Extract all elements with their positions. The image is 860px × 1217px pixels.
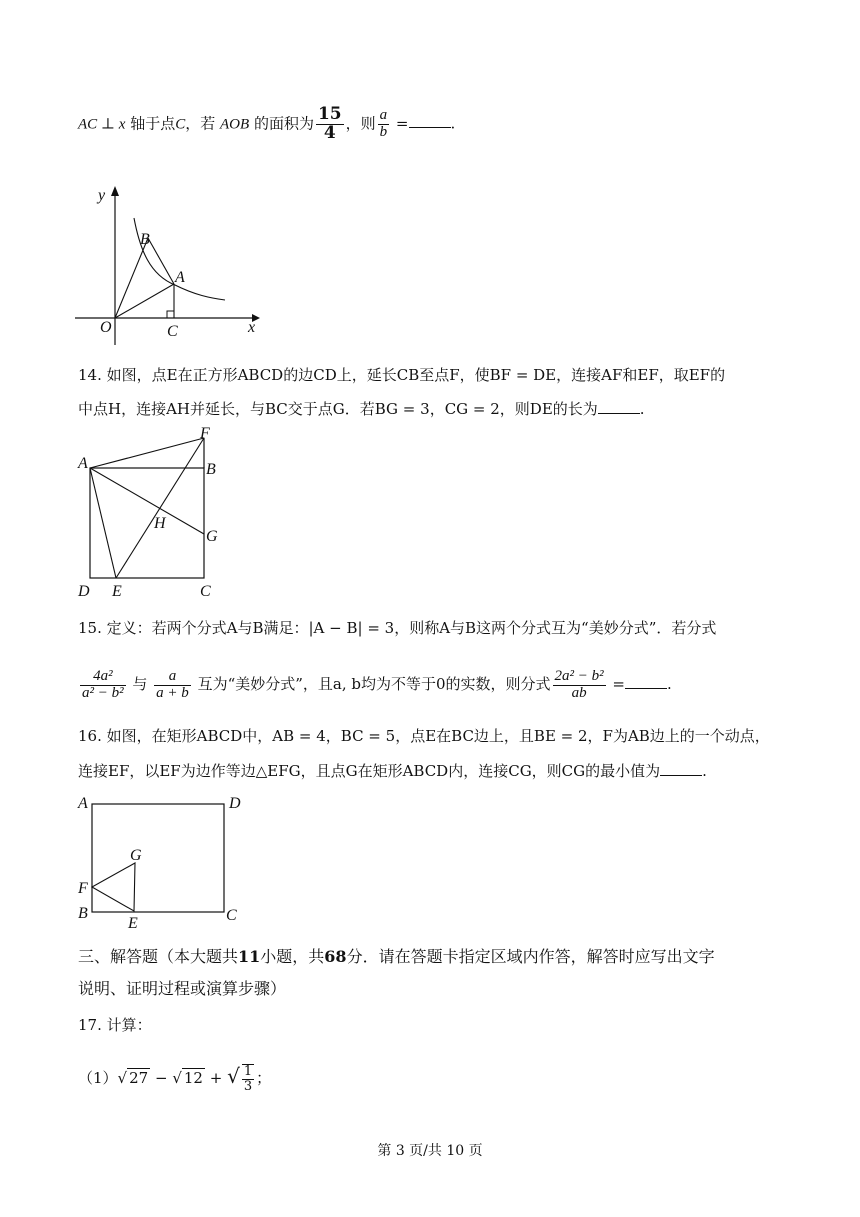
q13-area-den: 4: [323, 122, 336, 143]
fig13-label-c: C: [167, 323, 178, 340]
fig13-right-angle: [167, 311, 174, 318]
q17-radicand-12: 12: [183, 1069, 203, 1087]
q17-fraction-one-third: [242, 1064, 254, 1093]
q16-text-2: 连接EF，以EF为边作等边△EFG，且点G在矩形ABCD内，连接CG，则CG的最小值为: [78, 762, 661, 780]
q17-radicand-27: 27: [129, 1069, 149, 1087]
q15-f2-num: a: [154, 669, 191, 686]
fig16-label-f: F: [78, 880, 88, 897]
figure-16: [72, 790, 252, 932]
q14-line2: [78, 398, 645, 420]
q16-line2: [78, 760, 707, 782]
q14-end: .: [639, 400, 645, 418]
q16-end: .: [702, 762, 707, 780]
q15-f1-num: 4a²: [80, 669, 126, 686]
fig13-y-arrow: [111, 186, 119, 196]
fig13-segment-oa: [115, 284, 174, 318]
fig13-label-a: A: [175, 269, 185, 286]
page-footer: 第 3 页/共 10 页: [377, 1143, 483, 1159]
q15-answer-blank[interactable]: [625, 674, 667, 689]
q15-end: .: [667, 675, 672, 693]
q17-title: [78, 1014, 152, 1036]
fig14-label-c: C: [200, 583, 211, 600]
section-3-header: [78, 944, 715, 970]
q13-text: [78, 106, 455, 143]
q13-answer-blank[interactable]: [409, 113, 451, 128]
figure-14: [72, 424, 232, 602]
section3-point-count: 68: [324, 947, 347, 966]
fig14-label-e: E: [112, 583, 122, 600]
q13-ratio-num: a: [379, 107, 388, 124]
q17-minus: −: [150, 1069, 173, 1087]
fig14-segment-af: [90, 438, 204, 468]
fig16-label-c: C: [226, 907, 237, 924]
q13-aob: AOB: [220, 116, 250, 133]
q17-sqrt-27: √ 27: [117, 1069, 149, 1087]
q17-part-label: （1）: [78, 1069, 118, 1087]
fig16-label-b: B: [78, 905, 88, 922]
q13-ratio-fraction: [378, 108, 390, 141]
q13-point-c: C: [175, 116, 186, 133]
q15-text-yu: 与: [127, 675, 153, 693]
q13-text-a: 轴于点: [125, 114, 176, 133]
fig14-label-b: B: [206, 461, 216, 478]
q15-text-1: 15. 定义：若两个分式A与B满足：|A − B| = 3，则称A与B这两个分式互为“美妙分式”．若分式: [78, 619, 717, 637]
fig13-label-o: O: [100, 319, 112, 336]
q13-perp: AC ⊥ x: [78, 116, 126, 133]
q13-area-num: 15: [317, 104, 342, 124]
q13-ratio-den: b: [379, 123, 388, 140]
q14-answer-blank[interactable]: [598, 399, 640, 414]
q17-sqrt-one-third: √: [227, 1064, 240, 1088]
q17-plus: +: [204, 1069, 228, 1087]
fig13-label-y: y: [98, 187, 106, 204]
fig14-label-g: G: [206, 528, 218, 545]
q17-frac-den: 3: [243, 1079, 253, 1094]
q13-area-fraction: [316, 106, 344, 143]
fig14-label-f: F: [200, 425, 210, 442]
q17-frac-num: 1: [243, 1064, 253, 1080]
section3-item-count: 11: [238, 947, 261, 966]
q17-end: ；: [256, 1069, 272, 1087]
fig16-label-a: A: [78, 795, 88, 812]
q15-equals: =: [607, 675, 625, 693]
q13-end: .: [450, 114, 456, 133]
q13-text-d: ，则: [345, 114, 376, 133]
q13-text-c: 的面积为: [249, 114, 314, 133]
section3-line2: 说明、证明过程或演算步骤）: [78, 979, 287, 998]
figure-13: [70, 180, 270, 350]
fig14-label-d: D: [78, 583, 90, 600]
q15-f3-den: ab: [571, 684, 587, 701]
fig14-label-h: H: [154, 515, 166, 532]
section3-post: 分．请在答题卡指定区域内作答，解答时应写出文字: [346, 947, 715, 966]
fig14-segment-ae: [90, 468, 116, 578]
fig16-label-d: D: [229, 795, 241, 812]
fig14-square: [90, 468, 204, 578]
q15-fraction-1: [80, 669, 126, 702]
q14-text-1: 14. 如图，点E在正方形ABCD的边CD上，延长CB至点F，使BF = DE，连接AF和EF，取EF的: [78, 366, 726, 384]
fig13-segment-ob: [115, 238, 148, 318]
fig14-segment-ag: [90, 468, 204, 534]
q15-line1: [78, 617, 716, 639]
q16-answer-blank[interactable]: [660, 761, 702, 776]
fig14-label-a: A: [78, 455, 88, 472]
q17-sqrt-12: √ 12: [172, 1069, 203, 1087]
q16-text-1: 16. 如图，在矩形ABCD中，AB = 4，BC = 5，点E在BC边上，且BE = 2，F为AB边上的一个动点，: [78, 727, 770, 745]
fig16-rectangle: [92, 804, 224, 912]
fig16-label-e: E: [128, 915, 138, 932]
fig16-label-g: G: [130, 847, 142, 864]
q14-line1: [78, 364, 725, 386]
q15-f1-den: a² − b²: [82, 684, 124, 701]
fig16-triangle-efg: [92, 863, 135, 911]
q16-line1: [78, 725, 770, 747]
q15-fraction-3: [553, 669, 606, 702]
q15-f2-den: a + b: [156, 684, 189, 701]
q15-fraction-2: [154, 669, 191, 702]
q15-f3-num: 2a² − b²: [554, 667, 604, 684]
q15-line2: [78, 662, 672, 706]
section3-pre: 三、解答题（本大题共: [78, 947, 239, 966]
q17-part1: [78, 1056, 271, 1098]
q13-text-b: ，若: [185, 114, 221, 133]
fig13-label-b: B: [140, 231, 150, 248]
q13-equals: =: [391, 114, 409, 133]
q14-text-2: 中点H，连接AH并延长，与BC交于点G．若BG = 3，CG = 2，则DE的长为: [78, 400, 598, 418]
section-3-header-line2: [78, 976, 286, 1002]
q15-text-2: 互为“美妙分式”，且a, b均为不等于0的实数，则分式: [192, 675, 551, 693]
section3-mid: 小题，共: [260, 947, 325, 966]
q17-title-text: 17. 计算：: [78, 1016, 152, 1034]
fig13-label-x: x: [248, 319, 256, 336]
